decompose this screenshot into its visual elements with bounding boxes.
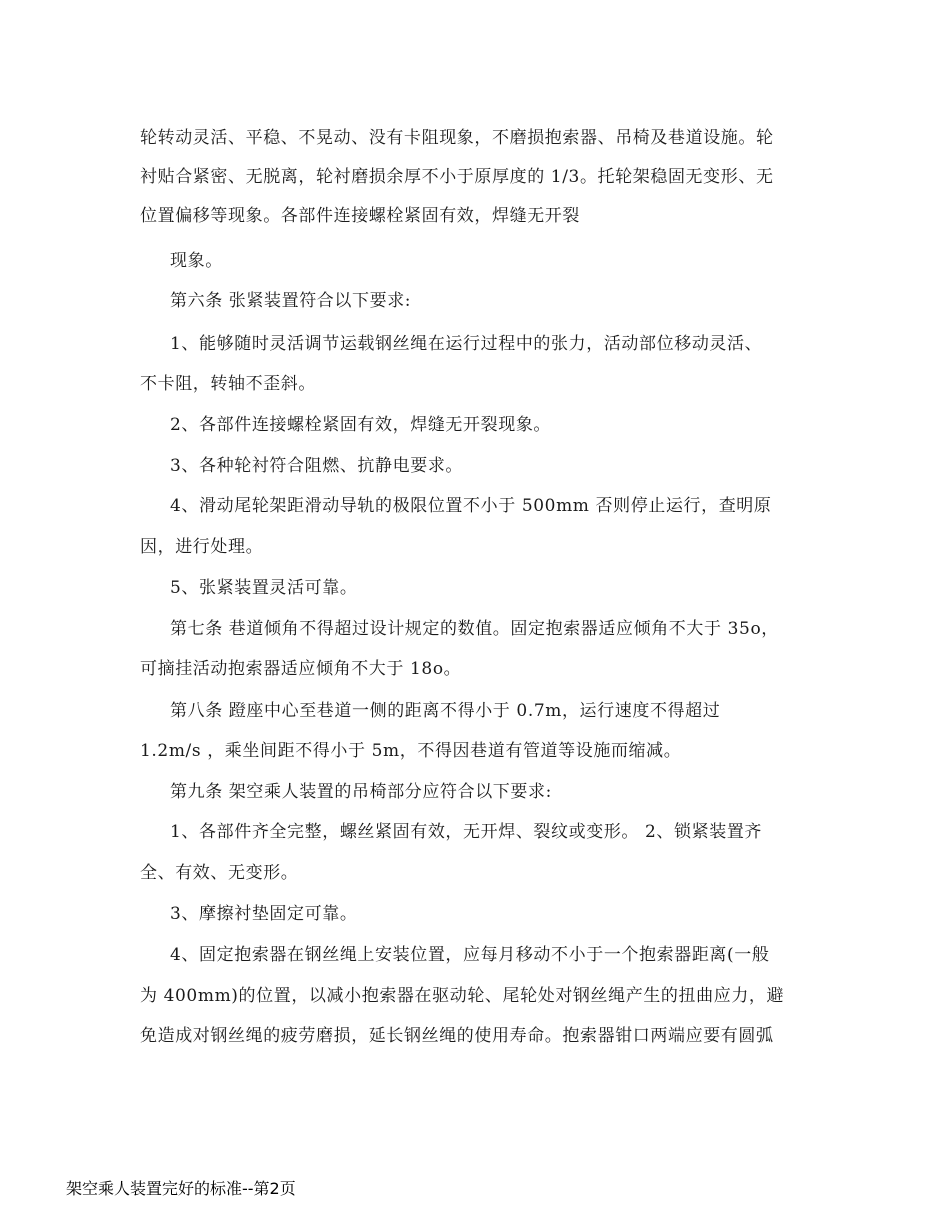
text-line: 位置偏移等现象。各部件连接螺栓紧固有效，焊缝无开裂 [140,206,580,226]
text-line: 轮转动灵活、平稳、不晃动、没有卡阻现象，不磨损抱索器、吊椅及巷道设施。轮 [140,128,774,148]
text-line: 2、各部件连接螺栓紧固有效，焊缝无开裂现象。 [170,415,552,435]
section-heading: 第七条 巷道倾角不得超过设计规定的数值。固定抱索器适应倾角不大于 35o， [170,619,779,639]
text-line: 因，进行处理。 [140,537,264,557]
text-line: 1、能够随时灵活调节运载钢丝绳在运行过程中的张力，活动部位移动灵活、 [170,334,763,354]
text-line: 现象。 [170,251,223,271]
text-line: 5、张紧装置灵活可靠。 [170,578,358,598]
text-line: 3、摩擦衬垫固定可靠。 [170,904,358,924]
text-line: 4、固定抱索器在钢丝绳上安装位置，应每月移动不小于一个抱索器距离(一般 [170,945,770,965]
text-line: 3、各种轮衬符合阻燃、抗静电要求。 [170,456,464,476]
text-line: 全、有效、无变形。 [140,863,299,883]
section-heading: 第六条 张紧装置符合以下要求: [170,291,412,311]
text-line: 衬贴合紧密、无脱离，轮衬磨损余厚不小于原厚度的 1/3。托轮架稳固无变形、无 [140,167,774,187]
section-heading: 第八条 蹬座中心至巷道一侧的距离不得小于 0.7m，运行速度不得超过 [170,701,721,721]
text-line: 1.2m/s ，乘坐间距不得小于 5m，不得因巷道有管道等设施而缩减。 [140,741,682,761]
text-line: 免造成对钢丝绳的疲劳磨损，延长钢丝绳的使用寿命。抱索器钳口两端应要有圆弧 [140,1026,774,1046]
section-heading: 第九条 架空乘人装置的吊椅部分应符合以下要求: [170,782,552,802]
text-line: 1、各部件齐全完整，螺丝紧固有效，无开焊、裂纹或变形。 2、锁紧装置齐 [170,822,763,842]
text-line: 为 400mm)的位置，以减小抱索器在驱动轮、尾轮处对钢丝绳产生的扭曲应力，避 [140,986,785,1006]
text-line: 可摘挂活动抱索器适应倾角不大于 18o。 [140,659,462,679]
page-footer: 架空乘人装置完好的标准--第2页 [66,1179,296,1198]
text-line: 不卡阻，转轴不歪斜。 [140,374,316,394]
text-line: 4、滑动尾轮架距滑动导轨的极限位置不小于 500mm 否则停止运行，查明原 [170,496,772,516]
